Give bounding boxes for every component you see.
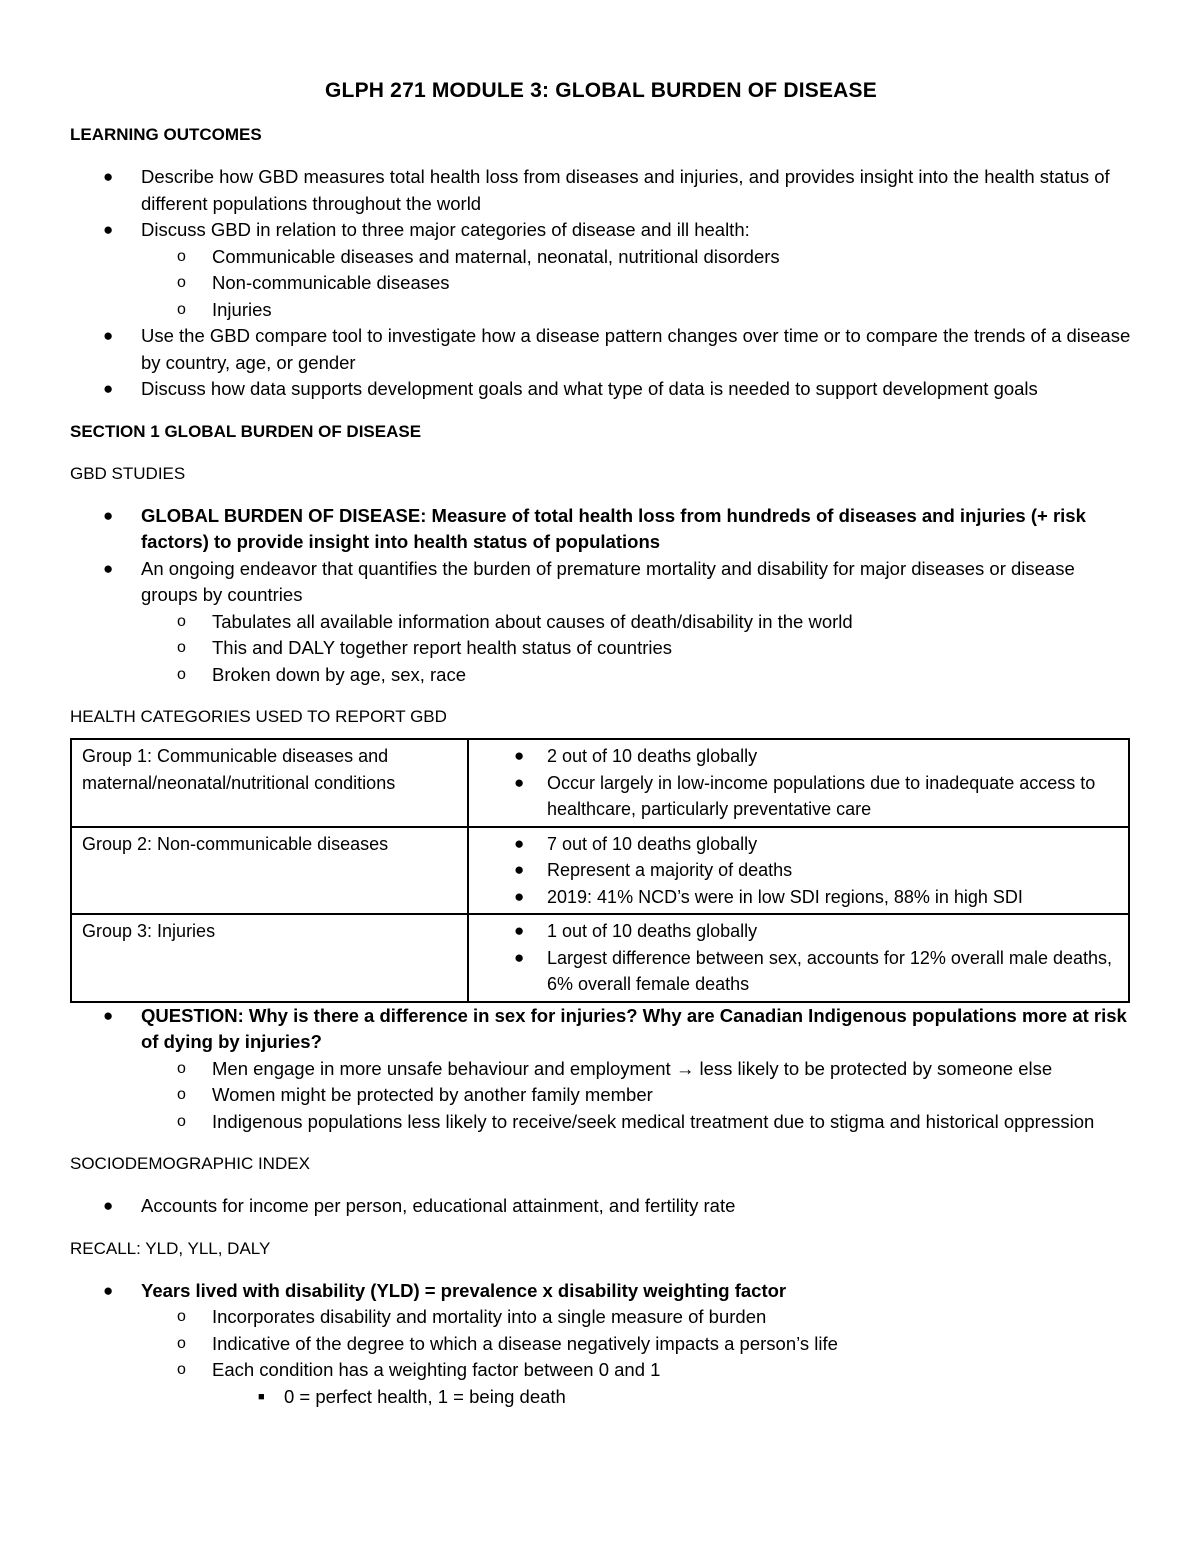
sub-list-item: o Communicable diseases and maternal, neonatal, nutritional disorders — [141, 244, 1132, 271]
circle-bullet-icon: o — [177, 639, 186, 656]
sub-list-item: o Broken down by age, sex, race — [141, 662, 1132, 689]
list-item: ● Occur largely in low-income populations due to inadequate access to healthcare, particularly preventative care — [469, 770, 1128, 823]
sub-list — [141, 1304, 1132, 1410]
circle-bullet-icon: o — [177, 1308, 186, 1325]
bullet-icon: ● — [514, 746, 525, 765]
table-cell-points — [468, 739, 1129, 827]
circle-bullet-icon: o — [177, 300, 186, 318]
table-row — [71, 827, 1129, 915]
table-row — [71, 739, 1129, 827]
bullet-icon: ● — [514, 886, 525, 906]
circle-bullet-icon: o — [177, 612, 186, 630]
list-item: ● Represent a majority of deaths — [469, 857, 1128, 884]
bullet-icon: ● — [103, 1005, 114, 1025]
recall-heading: RECALL: YLD, YLL, DALY — [70, 1238, 271, 1258]
sub-list-item: o Men engage in more unsafe behaviour and employment → less likely to be protected by someone else — [141, 1056, 1132, 1083]
question-list — [70, 1003, 1132, 1136]
sub-list-item: o This and DALY together report health status of countries — [141, 635, 1132, 662]
circle-bullet-icon: o — [177, 665, 186, 683]
question-sub-container — [70, 1056, 1132, 1136]
sub-sub-list — [212, 1384, 1132, 1411]
bullet-icon: ● — [103, 1280, 114, 1300]
sub-list — [141, 244, 1132, 324]
bullet-icon: ● — [514, 833, 525, 853]
sub-list-item: o Non-communicable diseases — [141, 270, 1132, 297]
circle-bullet-icon: o — [177, 1334, 186, 1352]
health-categories-heading: HEALTH CATEGORIES USED TO REPORT GBD — [70, 707, 447, 726]
circle-bullet-icon: o — [177, 1059, 186, 1077]
list-item: ● Largest difference between sex, accounts for 12% overall male deaths, 6% overall female deaths — [469, 945, 1128, 998]
bullet-icon: ● — [514, 860, 525, 879]
circle-bullet-icon: o — [177, 247, 186, 265]
table-row — [71, 914, 1129, 1002]
document-page — [70, 70, 1132, 1426]
health-categories-table — [70, 738, 1130, 1003]
gbd-studies-heading: GBD STUDIES — [70, 463, 186, 483]
list-item: ● Describe how GBD measures total health loss from diseases and injuries, and provides insight into the health status of different populations throughout the world — [103, 166, 1110, 214]
bullet-icon: ● — [514, 947, 525, 967]
bullet-icon: ● — [103, 220, 114, 239]
table-cell-points — [468, 827, 1129, 915]
sdi-heading: SOCIODEMOGRAPHIC INDEX — [70, 1154, 310, 1173]
list-item: ● 2 out of 10 deaths globally — [469, 743, 1128, 770]
bullet-icon: ● — [103, 505, 114, 525]
list-item: ● QUESTION: Why is there a difference in sex for injuries? Why are Canadian Indigenous populations more at risk of dying by injuries? — [103, 1004, 1127, 1052]
list-item: ● Accounts for income per person, educational attainment, and fertility rate — [70, 1193, 1132, 1220]
sub-list-item: o Incorporates disability and mortality into a single measure of burden — [141, 1304, 1132, 1331]
sub-list-item: o Each condition has a weighting factor between 0 and 1 ■ 0 = perfect health, 1 = being death — [141, 1357, 1132, 1410]
page-title: GLPH 271 MODULE 3: GLOBAL BURDEN OF DISEASE — [325, 79, 877, 102]
table-cell-group: Group 3: Injuries — [71, 914, 468, 1002]
bullet-icon: ● — [103, 326, 114, 345]
bullet-icon: ● — [103, 558, 114, 578]
list-item: ● GLOBAL BURDEN OF DISEASE: Measure of total health loss from hundreds of diseases and injuries (+ risk factors) to provide insight into health status of populations — [103, 504, 1086, 552]
sub-list-item: o Indicative of the degree to which a disease negatively impacts a person’s life — [141, 1331, 1132, 1358]
list-item: ● 7 out of 10 deaths globally — [469, 831, 1128, 858]
circle-bullet-icon: o — [177, 1361, 186, 1378]
bullet-icon: ● — [514, 921, 525, 940]
table-cell-points — [468, 914, 1129, 1002]
bullet-icon: ● — [103, 167, 114, 186]
list-item: ● 1 out of 10 deaths globally — [469, 918, 1128, 945]
circle-bullet-icon: o — [177, 1086, 186, 1103]
square-bullet-icon: ■ — [258, 1390, 265, 1403]
bullet-icon: ● — [103, 379, 114, 398]
gbd-studies-list — [70, 503, 1132, 689]
list-item: ● Discuss how data supports development goals and what type of data is needed to support development goals — [70, 376, 1132, 403]
sub-list — [141, 609, 1132, 689]
sub-list-item: o Tabulates all available information about causes of death/disability in the world — [141, 609, 1132, 636]
sdi-list — [70, 1193, 1132, 1220]
sub-sub-list-item: ■ 0 = perfect health, 1 = being death — [212, 1384, 1132, 1411]
bullet-icon: ● — [103, 1196, 114, 1215]
section1-heading: SECTION 1 GLOBAL BURDEN OF DISEASE — [70, 421, 422, 441]
sub-list-item: o Injuries — [141, 297, 1132, 324]
sub-list-item: o Indigenous populations less likely to receive/seek medical treatment due to stigma and historical oppression — [141, 1109, 1132, 1136]
bullet-icon: ● — [514, 772, 525, 792]
learning-outcomes-heading: LEARNING OUTCOMES — [70, 125, 262, 144]
sub-list-item: o Women might be protected by another family member — [141, 1082, 1132, 1109]
table-cell-group: Group 1: Communicable diseases and maternal/neonatal/nutritional conditions — [71, 739, 468, 827]
list-item: ● An ongoing endeavor that quantifies the burden of premature mortality and disability for major diseases or disease groups by countries o Tabulates all available information about causes of death/disability in the world o This and DALY together report health status of countries o Broken down by age, sex, race — [70, 556, 1132, 689]
list-item: ● Discuss GBD in relation to three major categories of disease and ill health: o Communicable diseases and maternal, neonatal, nutritional disorders o Non-communicable diseases o Injuries — [70, 217, 1132, 323]
circle-bullet-icon: o — [177, 274, 186, 291]
list-item: ● 2019: 41% NCD’s were in low SDI regions, 88% in high SDI — [469, 884, 1128, 911]
table-cell-group: Group 2: Non-communicable diseases — [71, 827, 468, 915]
circle-bullet-icon: o — [177, 1112, 186, 1130]
sub-list — [70, 1056, 1132, 1136]
list-item: ● Use the GBD compare tool to investigate how a disease pattern changes over time or to compare the trends of a disease by country, age, or gender — [103, 325, 1131, 373]
learning-outcomes-list — [70, 164, 1132, 403]
list-item: ● Years lived with disability (YLD) = prevalence x disability weighting factor o Incorporates disability and mortality into a single measure of burden o Indicative of the degree to which a disease negatively impacts a person’s life o Each condition has a weighting factor between 0 and 1 ■ 0 = perfect health, 1 = being death — [70, 1278, 1132, 1411]
recall-list — [70, 1278, 1132, 1411]
